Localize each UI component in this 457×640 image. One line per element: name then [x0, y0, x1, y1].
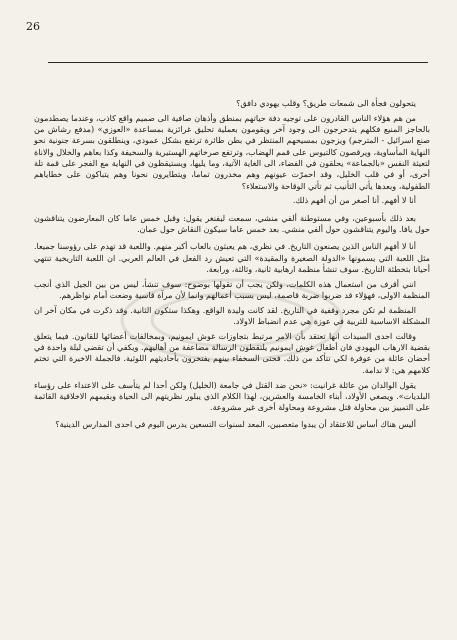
- paragraph: أنا لا أفهم. أنا أصغر من أن أفهم ذلك.: [292, 196, 416, 206]
- paragraph: أنا لا أفهم الناس الذين يصنعون التاريخ. في نظري، هم يعبثون بالعاب أكبر منهم. واللعبة قد تهدم على رؤوسنا جميعا. مثل اللعبة التي يسمونها «الدولة الصغيرة والمقيدة» التي تعيش رد الفعل في العالم العربي. ان اللعبة التاريخية تنتهي أحيانا بتخطئة التاريخ. سوف تنشأ منظمة ارهابية ثانية، وثالثة، ورابعة.: [34, 242, 430, 274]
- header-rule: [48, 62, 428, 63]
- paragraph: من هم هؤلاء الناس القادرون على توجيه دفة حياتهم بمنطق وأذهان صافية الى صميم واقع كاذب، وعندما يصطدمون بالحاجز المنيع فكلهم يتدحرجون الى وجود آخر ويقومون بعملية تحليق غرائزية بمساعدة «العوزي» (مدفع رشاش من صنع اسرائيل - المترجم) ويزجون بمسيحهم المنتظر في بطن طائرة ترتفع بشكل عمودي، وينطلقون بسرعة جنونية نحو النهاية المأساوية، ويرقصون كالتيوس على قمم الهضاب، وترتفع صرخاتهم الهستيرية والسخيفة وكذا بعاهم والخلال والاناة لتعيثة النفس «بالجماعة» يحلقون في الفضاء، الى الغاية الآتية، وما يليها، ويستيقظون في النهاية مع الفجر على قمة تلة أخرى، أو في قلب الخليل، وقد احمرّت عيونهم وهم مخدرون تماما، ويتطايرون نحونا وهم يتباكون على خطاياهم الطفولية، وبعدها يأتي التأنيب ثم تأتي الوقاحة والاستعلاء؟: [34, 113, 430, 191]
- page-number: 26: [26, 20, 40, 33]
- paragraph: انني أقرف من استعمال هذه الكلمات، ولكن يجب أن تقولها بوضوح: سوف تنشأ، ليس من بين الجيل الذي أنجب المنظمة الاولى، فهؤلاء قد ضربوا ضربة قاصمة، ليس بسبب أعمالهم وانما لأن مرآة قاسية وضعت أمام نواظرهم.: [34, 279, 430, 300]
- paragraph: أليس هناك أساس للاعتقاد أن يبدوا متعصبين، المعد لسنوات التسعين يدرس اليوم في احدى المدارس الدينية؟: [55, 420, 416, 430]
- paragraph: يتحولون فجأة الى شمعات طريق؟ وقلب يهودي دافق؟: [236, 99, 416, 108]
- paragraph: يقول الوالدان من عائلة غرانيت: «نحن ضد القتل في جامعة (الخليل) ولكن أحدا لم يتأسف على الاعتداء على رؤساء البلديات». ويصغي الأولاد، أبناء الخامسة والعشرين، لهذا الكلام الذي يبلور نظريتهم الى الحياة وبقيمهم الاخلاقية القائمة على التمييز بين محاولة قتل مشروعة ومحاولة أخرى غير مشروعة.: [34, 380, 430, 413]
- paragraph: بعد ذلك بأسبوعين، وفي مستوطنة ألفي منشي، سمعت ليفنغر يقول: وقبل خمس عاما كان المعارضون يتناقشون حول يافا. واليوم يتناقشون حول ألفي منشي. بعد خمس عاما سيكون النقاش حول عمان.: [34, 213, 430, 234]
- body-text: [34, 98, 430, 434]
- paragraph: وقالت احدى السيدات انها تعتقد بأن الامر مرتبط بتجاوزات غوش ايمونيم، وبمخالفات أعضائها للقانون. فيما يتعلق بقضية الارهاب اليهودي فان أطفال غوش ايمونيم يلتقطون الرسالة مضاعفة من أهاليهم. ويكفي أن تقضي ليلة واحدة في أحضان عائلة من عوفرة لكي تتأكد من ذلك. فحتى السخفاء بينهم يفتخرون بأحاديثهم اللوثية. فالجملة الاخيرة التي تختم كلامهم هي: لا ندامة.: [34, 331, 430, 375]
- paragraph: المنظمة لم تكن مجرد وقفية في التاريخ. لقد كانت وليدة الواقع. وهكذا ستكون الثانية. وقد ذكرت في مكان آخر ان المشكلة الاساسية للتربية في عوزة هي عدم انضباط الاولاد.: [34, 305, 430, 327]
